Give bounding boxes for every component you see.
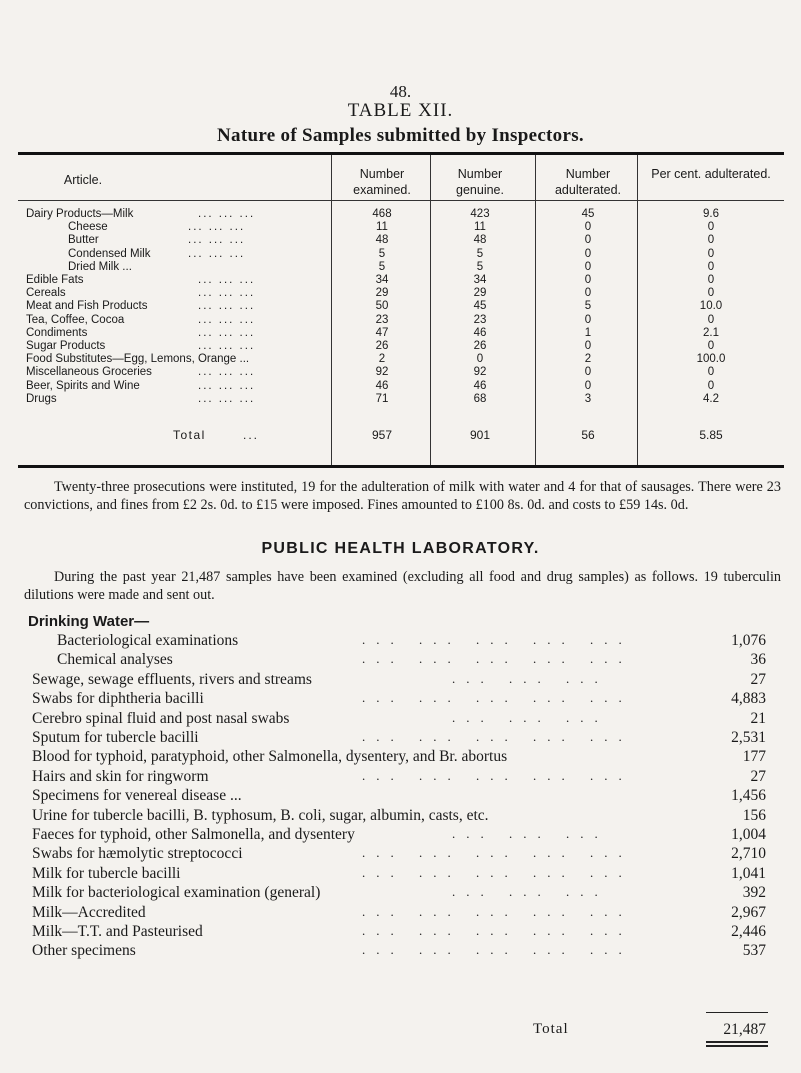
lab-item-label: Specimens for venereal disease ...: [32, 787, 242, 805]
leader-dots: ... ... ...: [198, 287, 256, 300]
lab-item-label: Blood for typhoid, paratyphoid, other Salmonella, dysentery, and Br. abortus: [32, 748, 508, 766]
row-article: Condiments: [26, 326, 88, 339]
lab-item: [32, 690, 766, 709]
prosecutions-paragraph: [24, 478, 781, 514]
table-row: [18, 300, 784, 313]
lab-item-label: Bacteriological examinations: [57, 632, 239, 649]
lab-item-label: Faeces for typhoid, other Salmonella, and dysentery: [32, 826, 355, 843]
table-row: [18, 353, 784, 366]
table-row: [18, 327, 784, 340]
cell-percent: 9.6: [703, 208, 719, 220]
cell-adulterated: 5: [584, 300, 592, 313]
samples-table: [18, 152, 784, 468]
leader-dots: ... ... ...: [198, 326, 256, 339]
cell-adulterated: 0: [584, 274, 592, 286]
lab-item: [32, 826, 766, 845]
cell-percent: 0: [707, 234, 715, 247]
row-article: Dried Milk ...: [68, 260, 132, 273]
cell-adulterated: 45: [581, 208, 595, 220]
cell-genuine: 26: [473, 340, 487, 352]
table-subtitle: Nature of Samples submitted by Inspectors.: [217, 125, 584, 146]
page-number: 48.: [389, 82, 412, 101]
leader-dots: ... ... ...: [452, 709, 609, 725]
cell-percent: 100.0: [696, 353, 726, 366]
cell-percent: 0: [707, 340, 715, 352]
cell-percent: 0: [707, 247, 715, 260]
cell-percent: 10.0: [699, 300, 723, 313]
header-adulterated: Number adulterated.: [554, 167, 622, 197]
leader-dots: ... ... ... ... ...: [362, 729, 633, 744]
lab-item-value: 1,456: [731, 787, 766, 805]
table-row: [18, 208, 784, 221]
lab-item: [32, 904, 766, 923]
leader-dots: ... ... ...: [198, 392, 256, 405]
total-rule-top: [706, 1012, 768, 1013]
row-article: Meat and Fish Products: [26, 300, 148, 313]
cell-examined: 26: [375, 340, 389, 352]
cell-genuine: 34: [473, 274, 487, 286]
cell-adulterated: 2: [584, 353, 592, 366]
lab-item-value: 392: [742, 884, 766, 902]
cell-examined: 46: [375, 379, 389, 392]
total-label: Total: [173, 428, 206, 442]
cell-genuine: 423: [470, 208, 490, 220]
leader-dots: ... ... ...: [198, 379, 256, 392]
cell-genuine: 23: [473, 313, 487, 326]
prosecutions-text: Twenty-three prosecutions were instituted, 19 for the adulteration of milk with water and 4 for that of sausages. There were 23 convictions, and fines from £2 2s. 0d. to £15 were imposed. Fines amounted to £100 8s. 0d. and costs to £59 14s. 0d.: [24, 479, 781, 513]
cell-adulterated: 0: [584, 379, 592, 392]
cell-genuine: 46: [473, 326, 487, 339]
lab-item-label: Milk for tubercle bacilli: [32, 864, 181, 882]
lab-item-value: 177: [742, 748, 766, 766]
lab-item: [32, 942, 766, 961]
total-adulterated: 56: [581, 428, 595, 442]
table-top-rule: [18, 152, 784, 155]
leader-dots: ... ... ...: [198, 300, 256, 313]
lab-item-label: Cerebro spinal fluid and post nasal swabs: [32, 709, 290, 727]
cell-genuine: 11: [474, 221, 486, 234]
leader-dots: ... ... ... ... ...: [362, 942, 633, 958]
row-article: Sugar Products: [26, 340, 106, 352]
table-row: [18, 221, 784, 234]
cell-genuine: 68: [473, 392, 487, 405]
row-article: Drugs: [26, 392, 57, 405]
lab-item-label: Milk—Accredited: [32, 903, 146, 921]
header-article: Article.: [63, 173, 103, 187]
leader-dots: ... ... ...: [198, 366, 256, 379]
cell-adulterated: 1: [584, 326, 592, 339]
leader-dots: ... ... ...: [188, 234, 246, 247]
lab-item-label: Sputum for tubercle bacilli: [32, 729, 199, 746]
leader-dots: ... ... ... ... ...: [362, 923, 633, 938]
lab-item-label: Milk—T.T. and Pasteurised: [32, 923, 203, 940]
table-row: [18, 248, 784, 261]
table-row: [18, 393, 784, 406]
total-genuine: 901: [469, 428, 491, 442]
row-article: Butter: [68, 234, 99, 247]
lab-item-value: 36: [750, 651, 766, 669]
cell-adulterated: 0: [584, 221, 592, 234]
cell-examined: 5: [378, 247, 386, 260]
lab-item: [32, 845, 766, 864]
laboratory-total-value: 21,487: [723, 1021, 766, 1038]
lab-item-value: 537: [742, 942, 766, 960]
lab-item-label: Chemical analyses: [57, 651, 173, 669]
lab-item-value: 2,531: [731, 729, 766, 746]
lab-item: [32, 787, 766, 806]
row-article: Edible Fats: [26, 274, 84, 286]
lab-item-value: 2,710: [731, 845, 766, 863]
leader-dots: ... ... ...: [452, 884, 609, 900]
cell-percent: 0: [707, 313, 715, 326]
row-article: Cereals: [26, 287, 66, 300]
lab-item: [32, 671, 766, 690]
cell-adulterated: 0: [584, 313, 592, 326]
cell-percent: 0: [707, 379, 715, 392]
cell-examined: 468: [372, 208, 392, 220]
leader-dots: ... ... ... ... ...: [362, 632, 633, 647]
leader-dots: ... ... ... ... ...: [362, 903, 633, 919]
lab-item: [32, 729, 766, 748]
cell-genuine: 48: [473, 234, 487, 247]
cell-percent: 2.1: [703, 326, 719, 339]
lab-item-value: 2,446: [731, 923, 766, 940]
lab-item: [32, 651, 766, 670]
lab-item-value: 1,041: [731, 864, 766, 882]
lab-item-label: Swabs for hæmolytic streptococci: [32, 845, 243, 863]
leader-dots: ... ... ... ... ...: [362, 651, 633, 667]
total-rule-bottom: [706, 1045, 768, 1047]
lab-item-label: Milk for bacteriological examination (general): [32, 884, 321, 902]
cell-examined: 71: [375, 392, 389, 405]
cell-examined: 11: [376, 221, 388, 234]
cell-percent: 0: [707, 260, 715, 273]
cell-percent: 0: [707, 287, 715, 300]
lab-item: [32, 632, 766, 651]
cell-percent: 0: [707, 221, 715, 234]
total-examined: 957: [371, 428, 393, 442]
lab-item-value: 156: [742, 806, 766, 824]
lab-item: [32, 884, 766, 903]
row-article: Condensed Milk: [68, 247, 151, 260]
cell-adulterated: 0: [584, 366, 592, 379]
table-header-rule: [18, 200, 784, 201]
cell-examined: 2: [378, 353, 386, 366]
row-article: Cheese: [68, 221, 108, 234]
laboratory-heading: PUBLIC HEALTH LABORATORY.: [261, 540, 540, 557]
drinking-water-title: Drinking Water—: [28, 613, 150, 630]
cell-genuine: 0: [476, 353, 484, 366]
leader-dots: ... ... ...: [188, 221, 246, 234]
total-percent: 5.85: [699, 428, 723, 442]
cell-examined: 48: [375, 234, 389, 247]
lab-item-value: 27: [750, 670, 766, 688]
cell-percent: 4.2: [703, 392, 719, 405]
cell-examined: 47: [375, 326, 389, 339]
cell-adulterated: 0: [584, 260, 592, 273]
row-article: Miscellaneous Groceries: [26, 366, 152, 379]
row-article: Tea, Coffee, Cocoa: [26, 313, 125, 326]
laboratory-intro-text: During the past year 21,487 samples have been examined (excluding all food and drug samples) as follows. 19 tuberculin dilutions were made and sent out.: [24, 569, 781, 603]
table-bottom-rule: [18, 465, 784, 468]
header-percent: Per cent. adulterated.: [651, 167, 771, 181]
cell-adulterated: 0: [584, 234, 592, 247]
leader-dots: ... ... ... ... ...: [362, 845, 633, 861]
lab-item: [32, 748, 766, 767]
header-genuine: Number genuine.: [456, 167, 504, 197]
cell-examined: 92: [375, 366, 389, 379]
lab-item: [32, 923, 766, 942]
leader-dots: ... ... ...: [452, 826, 609, 841]
leader-dots: ... ... ... ... ...: [362, 864, 633, 880]
leader-dots: ... ... ...: [198, 313, 256, 326]
table-row: [18, 340, 784, 353]
laboratory-total-label: Total: [533, 1021, 569, 1037]
cell-genuine: 29: [473, 287, 487, 300]
total-dots: ...: [243, 428, 260, 442]
lab-item-label: Swabs for diphtheria bacilli: [32, 690, 204, 708]
cell-examined: 5: [378, 260, 386, 273]
row-article: Beer, Spirits and Wine: [26, 379, 140, 392]
lab-item: [32, 710, 766, 729]
cell-adulterated: 0: [584, 287, 592, 300]
row-article: Food Substitutes—Egg, Lemons, Orange ...: [26, 353, 250, 366]
cell-percent: 0: [707, 274, 715, 286]
cell-adulterated: 0: [584, 247, 592, 260]
lab-item-label: Other specimens: [32, 942, 136, 960]
cell-examined: 29: [375, 287, 389, 300]
laboratory-intro: [24, 568, 781, 604]
table-row: [18, 234, 784, 247]
lab-item-value: 27: [750, 767, 766, 785]
header-examined: Number examined.: [353, 167, 411, 197]
cell-genuine: 46: [473, 379, 487, 392]
lab-item-value: 1,076: [731, 632, 766, 649]
lab-item-value: 21: [750, 709, 766, 727]
total-rule-bottom: [706, 1041, 768, 1043]
lab-item-label: Hairs and skin for ringworm: [32, 767, 209, 785]
cell-genuine: 92: [473, 366, 487, 379]
leader-dots: ... ... ...: [198, 274, 256, 286]
cell-genuine: 5: [476, 260, 484, 273]
lab-item-value: 4,883: [731, 690, 766, 708]
table-row: [18, 261, 784, 274]
lab-item-value: 2,967: [731, 903, 766, 921]
lab-item: [32, 807, 766, 826]
table-row: [18, 314, 784, 327]
leader-dots: ... ... ...: [188, 247, 246, 260]
lab-item: [32, 768, 766, 787]
table-row: [18, 274, 784, 287]
cell-genuine: 45: [473, 300, 487, 313]
cell-adulterated: 3: [584, 392, 592, 405]
leader-dots: ... ... ... ... ...: [362, 690, 633, 706]
lab-item-label: Sewage, sewage effluents, rivers and streams: [32, 670, 312, 688]
leader-dots: ... ... ... ... ...: [362, 767, 633, 783]
table-row: [18, 366, 784, 379]
cell-adulterated: 0: [584, 340, 592, 352]
cell-examined: 34: [375, 274, 389, 286]
row-article: Dairy Products—Milk: [26, 208, 134, 220]
cell-genuine: 5: [476, 247, 484, 260]
lab-item: [32, 865, 766, 884]
cell-examined: 50: [375, 300, 389, 313]
cell-examined: 23: [375, 313, 389, 326]
lab-item-label: Urine for tubercle bacilli, B. typhosum, B. coli, sugar, albumin, casts, etc.: [32, 806, 489, 824]
table-row: [18, 287, 784, 300]
leader-dots: ... ... ...: [452, 670, 609, 686]
leader-dots: ... ... ...: [198, 340, 256, 352]
lab-item-value: 1,004: [731, 826, 766, 843]
table-title: TABLE XII.: [347, 100, 454, 121]
table-row: [18, 380, 784, 393]
cell-percent: 0: [707, 366, 715, 379]
leader-dots: ... ... ...: [198, 208, 256, 220]
